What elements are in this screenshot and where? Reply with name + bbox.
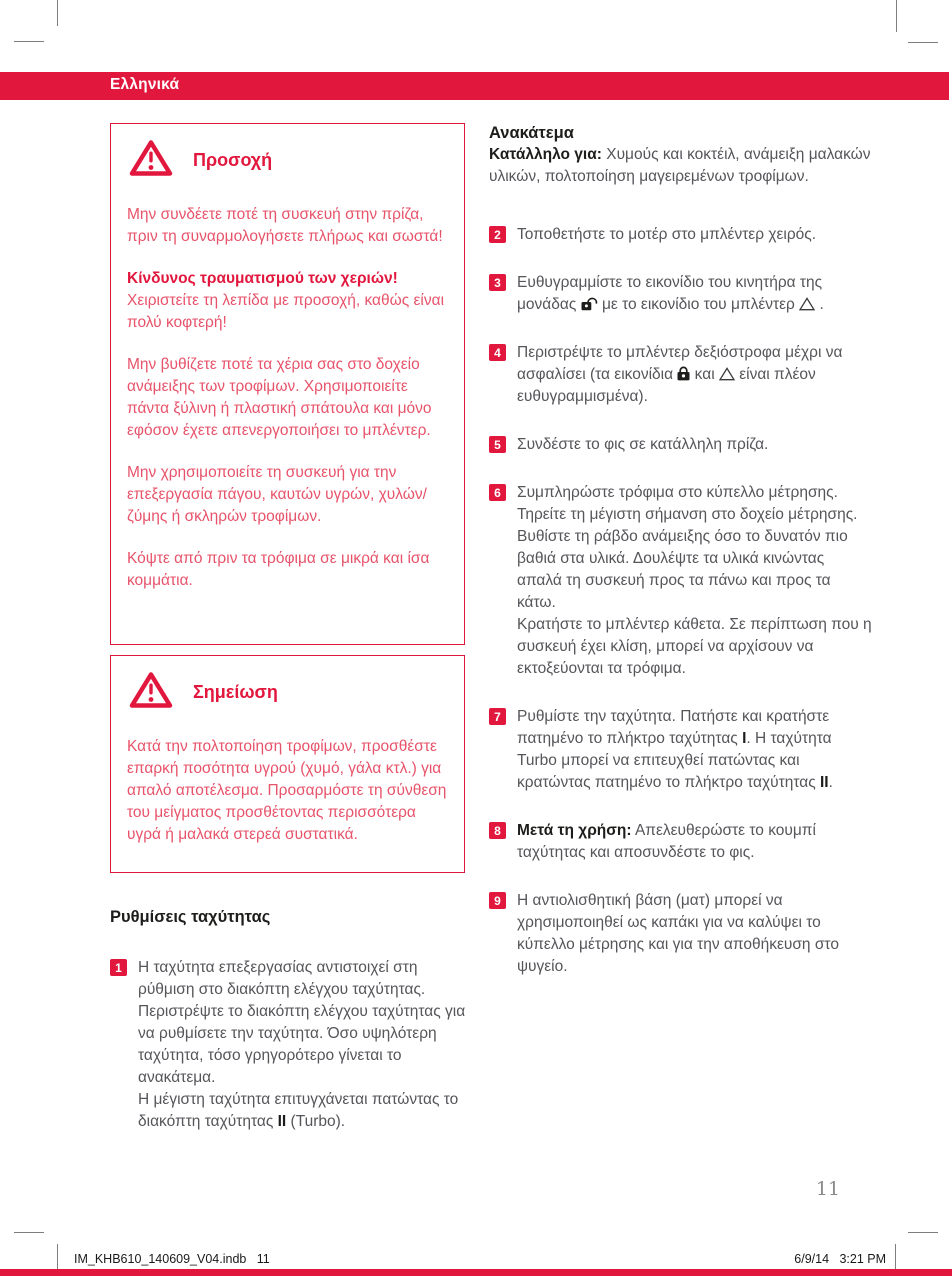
text-segment: Συνδέστε το φις σε κατάλληλη πρίζα. — [517, 436, 769, 453]
crop-mark — [14, 41, 44, 42]
text-segment: είναι πλέον ευθυγραμμισμένα). — [517, 366, 816, 405]
triangle-icon — [719, 366, 735, 383]
step-text — [517, 820, 873, 864]
text-segment: Η μέγιστη ταχύτητα επιτυγχάνεται πατώντας το διακόπτη ταχύτητας — [138, 1091, 459, 1130]
step-row — [489, 890, 873, 978]
note-title: Σημείωση — [193, 682, 278, 702]
footer-timestamp: 6/9/14 3:21 PM — [794, 1252, 886, 1266]
step-text — [517, 272, 873, 316]
step-text — [517, 482, 873, 680]
step-row — [489, 820, 873, 864]
text-segment: Κρατήστε το μπλέντερ κάθετα. Σε περίπτωση που η συσκευή έχει κλίση, μπορεί να αρχίσουν να εκτοξεύονται τα τρόφιμα. — [517, 616, 872, 677]
text-segment: . — [828, 774, 833, 791]
bottom-red-bar — [0, 1269, 952, 1276]
text-segment: με το εικονίδιο του μπλέντερ — [597, 296, 800, 313]
bold-text-segment: Κατάλληλο για: — [489, 146, 602, 163]
blending-steps — [489, 224, 873, 978]
text-segment: Βυθίστε τη ράβδο ανάμειξης όσο το δυνατόν πιο βαθιά στα υλικά. Δουλέψτε τα υλικά κινώντας απαλά τη συσκευή προς τα πάνω και προς τα κάτω. — [517, 528, 848, 611]
step-number-badge: 9 — [489, 892, 506, 909]
warning-triangle-icon — [129, 670, 173, 715]
triangle-icon — [799, 296, 815, 313]
speed-settings-heading: Ρυθμίσεις ταχύτητας — [110, 908, 271, 926]
text-segment: Μην συνδέετε ποτέ τη συσκευή στην πρίζα, πριν τη συναρμολογήσετε πλήρως και σωστά! — [127, 206, 443, 245]
step-row — [489, 434, 873, 456]
caution-paragraphs — [127, 204, 448, 592]
step-number-badge: 6 — [489, 484, 506, 501]
text-segment: Μην βυθίζετε ποτέ τα χέρια σας στο δοχείο ανάμειξης των τροφίμων. Χρησιμοποιείτε πάντα ξύλινη ή πλαστική σπάτουλα και μόνο εφόσον έχετε απενεργοποιήσει το μπλέντερ. — [127, 356, 432, 439]
lock-closed-icon — [677, 366, 690, 383]
text-segment: Χυμούς και κοκτέιλ, ανάμειξη μαλακών υλικών, πολτοποίηση μαγειρεμένων τροφίμων. — [489, 146, 871, 185]
crop-mark — [908, 42, 938, 43]
step-number-badge: 8 — [489, 822, 506, 839]
text-segment: . Η ταχύτητα Turbo μπορεί να επιτευχθεί πατώντας και κρατώντας πατημένο το πλήκτρο ταχύτητας — [517, 730, 832, 791]
paragraph — [127, 354, 448, 442]
crop-mark — [14, 1232, 44, 1233]
text-segment: Τοποθετήστε το μοτέρ στο μπλέντερ χειρός. — [517, 226, 817, 243]
text-segment: Χειριστείτε τη λεπίδα με προσοχή, καθώς είναι πολύ κοφτερή! — [127, 292, 445, 331]
step-row — [489, 224, 873, 246]
suitable-for-text — [489, 144, 873, 188]
footer-filename: IM_KHB610_140609_V04.indb 11 — [74, 1252, 270, 1266]
paragraph — [127, 736, 448, 846]
text-segment: . — [815, 296, 824, 313]
blending-heading: Ανακάτεμα — [489, 124, 574, 142]
step-row — [110, 957, 472, 1133]
step-row — [489, 272, 873, 316]
step-number-badge: 3 — [489, 274, 506, 291]
text-segment: Συμπληρώστε τρόφιμα στο κύπελλο μέτρησης. — [517, 484, 838, 501]
crop-mark — [57, 0, 58, 26]
bold-text-segment: II — [820, 774, 829, 791]
step-text — [517, 706, 873, 794]
text-segment: Ρυθμίστε την ταχύτητα. Πατήστε και κρατήστε πατημένο το πλήκτρο ταχύτητας — [517, 708, 830, 747]
blending-column — [489, 122, 873, 978]
step-number-badge: 7 — [489, 708, 506, 725]
bold-text-segment: I — [742, 730, 747, 747]
text-segment: (Turbo). — [286, 1113, 346, 1130]
bold-text-segment: II — [277, 1113, 287, 1130]
lock-open-icon — [581, 296, 598, 313]
language-label: Ελληνικά — [110, 76, 180, 93]
step-row — [489, 706, 873, 794]
step-number-badge: 4 — [489, 344, 506, 361]
warning-triangle-icon — [129, 138, 173, 183]
crop-mark — [908, 1232, 938, 1233]
bold-text-segment: Κίνδυνος τραυματισμού των χεριών! — [127, 270, 398, 287]
step-number-badge: 2 — [489, 226, 506, 243]
caution-title: Προσοχή — [193, 150, 273, 170]
step-text — [517, 342, 873, 408]
speed-settings-steps — [110, 957, 472, 1133]
paragraph — [489, 144, 873, 188]
text-segment: και — [690, 366, 719, 383]
step-text — [517, 224, 816, 246]
step-number-badge: 1 — [110, 959, 127, 976]
paragraph — [127, 548, 448, 592]
paragraph — [127, 462, 448, 528]
text-segment: Μην χρησιμοποιείτε τη συσκευή για την επεξεργασία πάγου, καυτών υγρών, χυλών/ζύμης ή σκληρών τροφίμων. — [127, 464, 427, 525]
text-segment: Ευθυγραμμίστε το εικονίδιο του κινητήρα της μονάδας — [517, 274, 823, 313]
text-segment: Απελευθερώστε το κουμπί ταχύτητας και αποσυνδέστε το φις. — [517, 822, 816, 861]
step-text — [517, 434, 768, 456]
step-text — [517, 890, 873, 978]
text-segment: Η ταχύτητα επεξεργασίας αντιστοιχεί στη ρύθμιση στο διακόπτη ελέγχου ταχύτητας. Περιστρέψτε το διακόπτη ελέγχου ταχύτητας για να ρυθμίσετε την ταχύτητα. Όσο υψηλότερη ταχύτητα, τόσο γρηγορότερο γίνεται το ανακάτεμα. — [138, 959, 466, 1086]
page-number: 11 — [815, 1178, 840, 1200]
note-box — [110, 655, 465, 873]
caution-box-header — [127, 138, 448, 183]
step-number-badge: 5 — [489, 436, 506, 453]
paragraph — [127, 268, 448, 334]
caution-box — [110, 123, 465, 645]
step-text — [138, 957, 472, 1133]
text-segment: Κόψτε από πριν τα τρόφιμα σε μικρά και ίσα κομμάτια. — [127, 550, 430, 589]
text-segment: Κατά την πολτοποίηση τροφίμων, προσθέστε επαρκή ποσότητα υγρού (χυμό, γάλα κτλ.) για απαλό αποτέλεσμα. Προσαρμόστε τη σύνθεση του μείγματος προσθέτοντας περισσότερα υγρά ή μαλακά στερεά συστατικά. — [127, 738, 447, 843]
step-row — [489, 342, 873, 408]
text-segment: Περιστρέψτε το μπλέντερ δεξιόστροφα μέχρι να ασφαλίσει (τα εικονίδια — [517, 344, 843, 383]
language-header-bar — [0, 72, 949, 100]
step-row — [489, 482, 873, 680]
text-segment: Τηρείτε τη μέγιστη σήμανση στο δοχείο μέτρησης. — [517, 506, 858, 523]
note-paragraphs — [127, 736, 448, 846]
text-segment: Η αντιολισθητική βάση (ματ) μπορεί να χρησιμοποιηθεί ως καπάκι για να καλύψει το κύπελλο μέτρησης και για την αποθήκευση στο ψυγείο. — [517, 892, 839, 975]
note-box-header — [127, 670, 448, 715]
bold-text-segment: Μετά τη χρήση: — [517, 822, 632, 839]
crop-mark — [896, 0, 897, 32]
paragraph — [127, 204, 448, 248]
